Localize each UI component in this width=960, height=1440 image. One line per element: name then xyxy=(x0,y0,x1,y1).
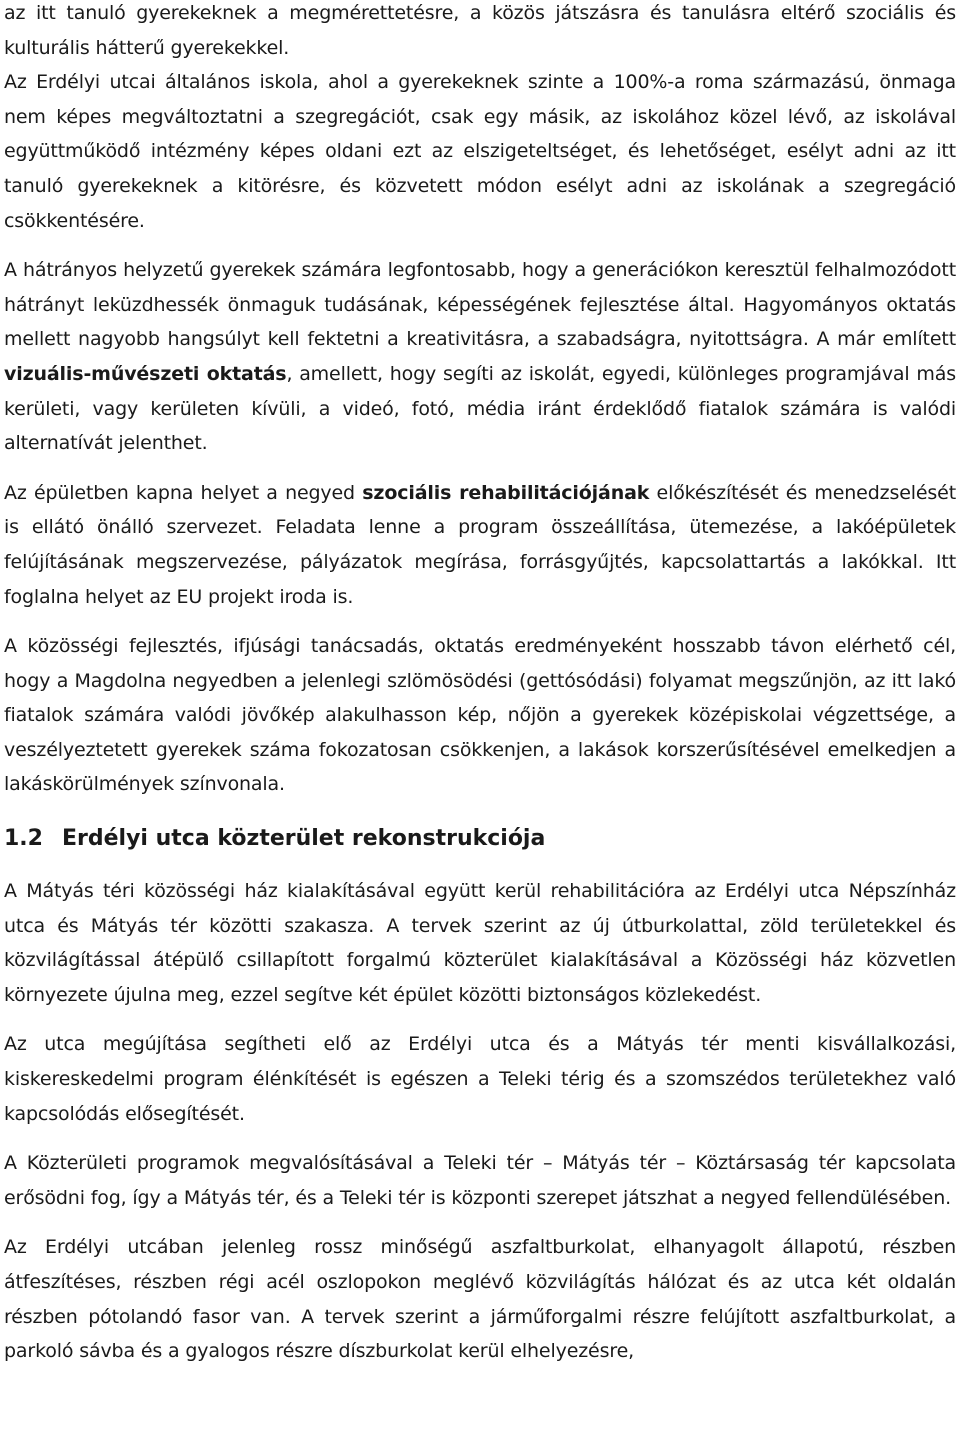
section-title: Erdélyi utca közterület rekonstrukciója xyxy=(62,826,546,852)
paragraph xyxy=(4,476,956,614)
text-run: Az épületben kapna helyet a negyed xyxy=(4,481,363,504)
text-run: Az Erdélyi utcai általános iskola, ahol a gyerekeknek szinte a 100%-a roma származású, önmaga nem képes megváltoztatni a szegregációt, csak egy másik, az iskolához közel lévő, az iskolával együttműködő intézmény képes oldani ezt az elszigeteltséget, és lehetőséget, esélyt adni az itt tanuló gyerekeknek a kitörésre, és közvetett módon esélyt adni az iskolának a szegregáció csökkentésére. xyxy=(4,71,956,232)
paragraph xyxy=(4,629,956,802)
text-run: A hátrányos helyzetű gyerekek számára legfontosabb, hogy a generációkon keresztül felhalmozódott hátrányt leküzdhessék önmaguk tudásának, képességének fejlesztése által. Hagyományos oktatás mellett nagyobb hangsúlyt kell fektetni a kreativitásra, a szabadságra, nyitottságra. A már említett xyxy=(4,259,956,351)
paragraph xyxy=(4,1230,956,1368)
text-run: , amellett, hogy segíti az iskolát, egyedi, különleges programjával más kerületi, vagy kerületen kívüli, a videó, fotó, média iránt érdeklődő fiatalok számára is valódi alternatívát jelenthet. xyxy=(4,362,956,455)
text-run: A Közterületi programok megvalósításával a Teleki tér – Mátyás tér – Köztársaság tér kapcsolata erősödni fog, így a Mátyás tér, és a Teleki tér is központi szerepet játszhat a negyed fellendülésében. xyxy=(4,1152,956,1209)
paragraph xyxy=(4,1027,956,1131)
paragraph xyxy=(4,0,956,65)
paragraph xyxy=(4,253,956,461)
bold-text: vizuális-művészeti oktatás xyxy=(4,362,287,385)
section-number: 1.2 xyxy=(4,826,43,852)
text-run: Az utca megújítása segítheti elő az Erdélyi utca és a Mátyás tér menti kisvállalkozási, kiskereskedelmi program élénkítését is egészen a Teleki térig és a szomszédos területekhez való kapcsolódás elősegítését. xyxy=(4,1033,956,1125)
text-run: előkészítését és menedzselését is ellátó önálló szervezet. Feladata lenne a program összeállítása, ütemezése, a lakóépületek felújításának megszervezése, pályázatok megírása, forrásgyűjtés, kapcsolattartás a lakókkal. Itt foglalna helyet az EU projekt iroda is. xyxy=(4,481,956,608)
text-run: A Mátyás téri közösségi ház kialakításával együtt kerül rehabilitációra az Erdélyi utca Népszínház utca és Mátyás tér közötti szakasza. A tervek szerint az új útburkolattal, zöld területekkel és közvilágítással átépülő csillapított forgalmú közterület kialakításával a Közösségi ház közvetlen környezete újulna meg, ezzel segítve két épület közötti biztonságos közlekedést. xyxy=(4,880,956,1006)
document-page xyxy=(4,0,956,1369)
bold-text: szociális rehabilitációjának xyxy=(362,481,650,504)
text-run: az itt tanuló gyerekeknek a megmérettetésre, a közös játszásra és tanulásra eltérő szociális és kulturális hátterű gyerekekkel. xyxy=(4,2,956,59)
body-after-section xyxy=(4,874,956,1369)
text-run: Az Erdélyi utcában jelenleg rossz minőségű aszfaltburkolat, elhanyagolt állapotú, részben átfeszítéses, részben régi acél oszlopokon meglévő közvilágítás hálózat és az utca két oldalán részben pótolandó fasor van. A tervek szerint a járműforgalmi részre felújított aszfaltburkolat, a parkoló sávba és a gyalogos részre díszburkolat kerül elhelyezésre, xyxy=(4,1236,956,1363)
paragraph xyxy=(4,65,956,238)
paragraph xyxy=(4,874,956,1012)
body-before-section xyxy=(4,0,956,802)
paragraph xyxy=(4,1146,956,1215)
text-run: A közösségi fejlesztés, ifjúsági tanácsadás, oktatás eredményeként hosszabb távon elérhető cél, hogy a Magdolna negyedben a jelenlegi szlömösödési (gettósódási) folyamat megszűnjön, az itt lakó fiatalok számára valódi jövőkép alakulhasson kép, nőjön a gyerekek középiskolai végzettsége, a veszélyeztetett gyerekek száma fokozatosan csökkenjen, a lakások korszerűsítésével emelkedjen a lakáskörülmények színvonala. xyxy=(4,635,956,796)
section-heading xyxy=(4,822,956,856)
